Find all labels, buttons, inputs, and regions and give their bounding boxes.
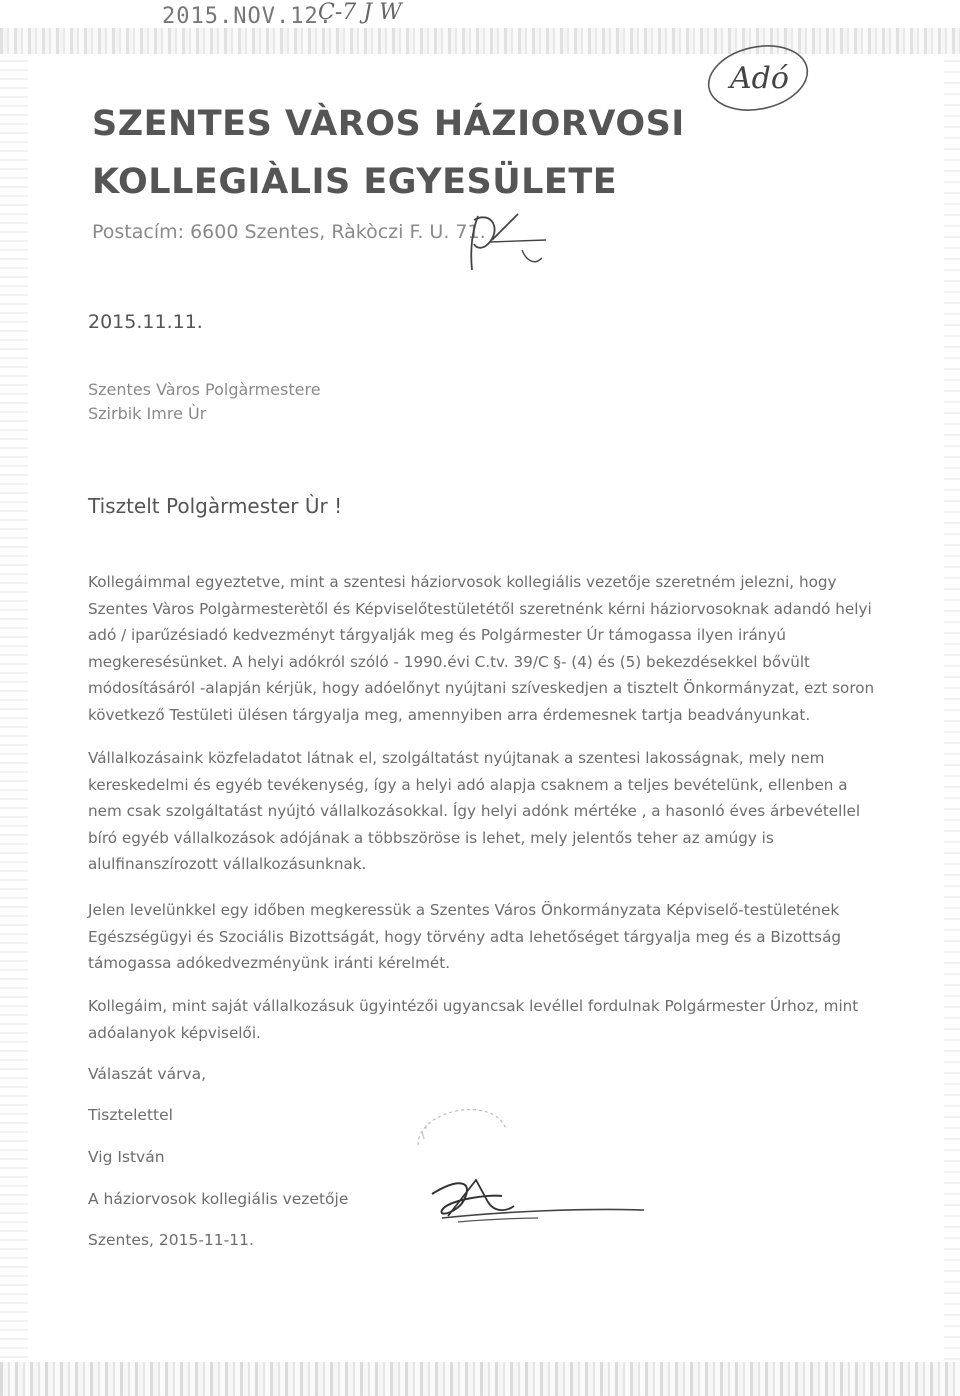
circled-note-text: Adó: [730, 61, 789, 96]
signer-name: Vig István: [88, 1148, 165, 1166]
organization-name-line1: SZENTES VÀROS HÁZIORVOSI: [92, 104, 685, 144]
postal-address: Postacím: 6600 Szentes, Ràkòczi F. U. 71.: [92, 221, 486, 243]
handwritten-registration-mark: C-7 J W: [318, 0, 402, 25]
circled-note-ado: [704, 42, 812, 114]
organization-name-line2: KOLLEGIÀLIS EGYESÜLETE: [92, 162, 618, 202]
letter-date: 2015.11.11.: [88, 311, 203, 333]
recipient-name: Szirbik Imre Ùr: [88, 404, 207, 423]
handwritten-signature: [418, 1160, 648, 1240]
signer-role: A háziorvosok kollegiális vezetője: [88, 1190, 349, 1208]
closing-line: Válaszát várva,: [88, 1065, 207, 1083]
recipient-title: Szentes Vàros Polgàrmestere: [88, 380, 321, 399]
handwritten-initials: [452, 208, 552, 274]
body-paragraph-committee: Jelen levelünkkel egy időben megkeressük a Szentes Város Önkormányzata Képviselő-testületének Egészségügyi és Szociális Bizottságát, hogy törvény adta lehetőséget tárgyalja meg és a Bizottság támogassa adókedvezményünk iránti kérelmét.: [88, 901, 842, 973]
scan-noise-right: [944, 60, 960, 1360]
body-paragraph-request: Kollegáimmal egyeztetve, mint a szentesi háziorvosok kollegiális vezetője szeretném jelezni, hogy Szentes Vàros Polgàrmesterètől és Képviselőtestületétől szeretnénk kérni háziorvosoknak adandó helyi adó / iparűzésiadó kedvezményt tárgyalják meg és Polgármester Úr támogassa ilyen irányú megkeresésünket. A helyi adókról szóló - 1990.évi C.tv. 39/C §- (4) és (5) bekezdésekkel bővült módosításáról -alapján kérjük, hogy adóelőnyt nyújtani szíveskedjen a tisztelt Önkormányzat, ezt soron következő Testületi ülésen tárgyalja meg, amennyiben arra érdemesnek tartja beadványunkat.: [88, 573, 875, 724]
body-paragraph-colleagues: Kollegáim, mint saját vállalkozásuk ügyintézői ugyancsak levéllel fordulnak Polgármester Úrhoz, mint adóalanyok képviselői.: [88, 997, 859, 1042]
salutation: Tisztelt Polgàrmester Ùr !: [88, 494, 343, 518]
scan-noise-top: [0, 28, 960, 54]
scan-noise-bottom: [0, 1362, 960, 1396]
place-and-date: Szentes, 2015-11-11.: [88, 1231, 254, 1249]
received-date-stamp: 2015.NOV.12.: [162, 4, 333, 29]
regards-line: Tisztelettel: [88, 1106, 173, 1124]
scan-noise-left: [0, 60, 28, 1360]
body-paragraph-justification: Vállalkozásaink közfeladatot látnak el, szolgáltatást nyújtanak a szentesi lakosságnak, mely nem kereskedelmi és egyéb tevékenység, így a helyi adó alapja csaknem a teljes bevételünk, ellenben a nem csak szolgáltatást nyújtó vállalkozásokkal. Így helyi adónk mértéke , a hasonló éves árbevétellel bíró egyéb vállalkozások adójának a többszöröse is lehet, mely jelentős teher az amúgy is alulfinanszírozott vállalkozásunknak.: [88, 749, 861, 874]
